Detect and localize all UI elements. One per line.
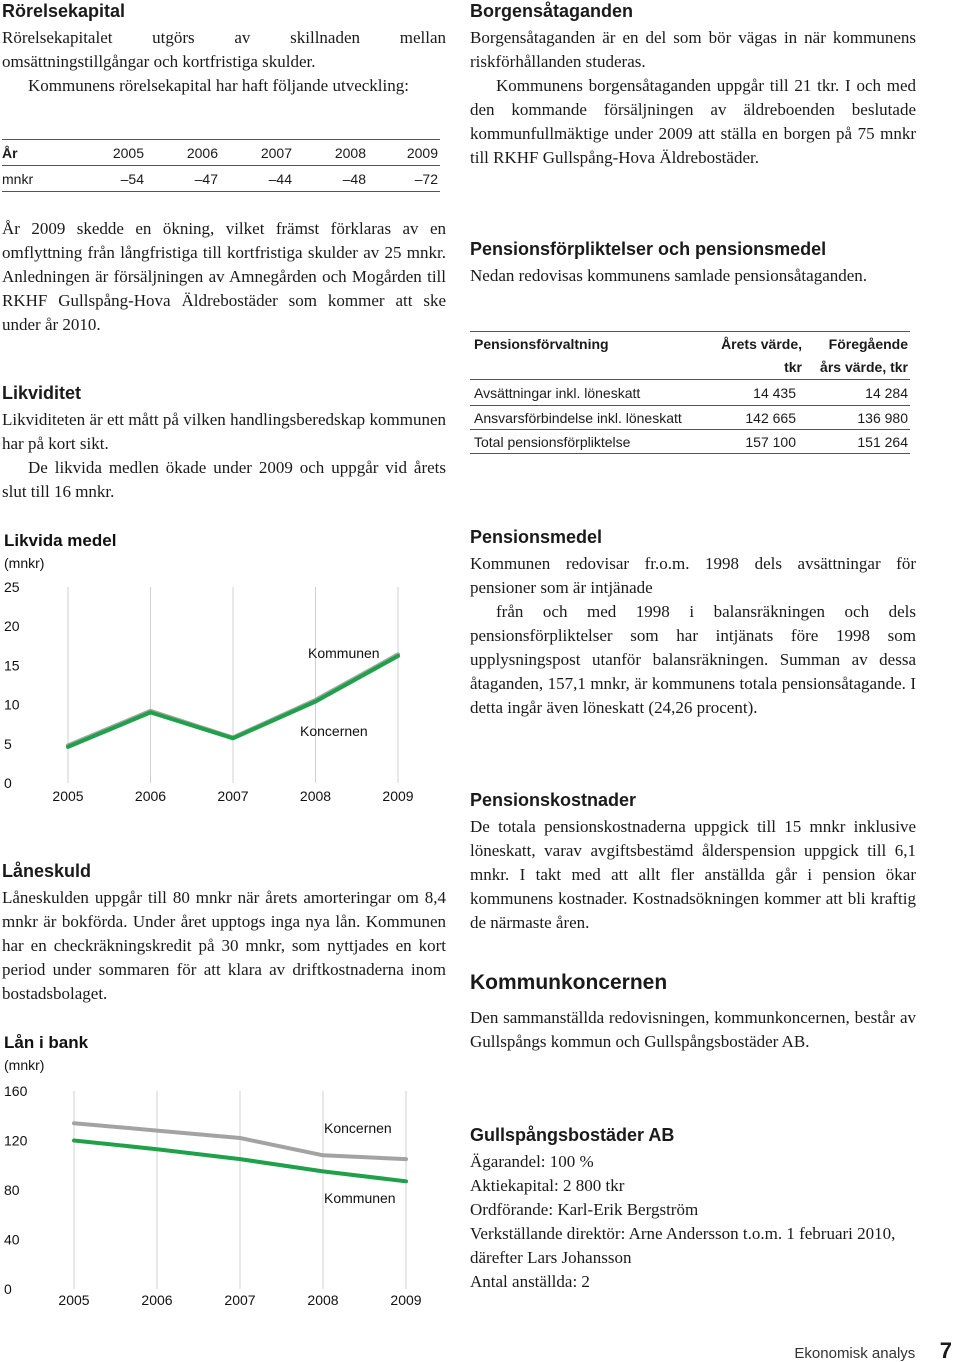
table-header-cell: 2006	[186, 144, 218, 161]
y-tick-label: 80	[4, 1182, 20, 1198]
table-header-cell: Pensionsförvaltning	[474, 335, 609, 352]
laneskuld-p1: Låneskulden uppgår till 80 mnkr när årets amorteringar om 8,4 mnkr är bokförda. Under året upptogs inga nya lån. Kommunen har en checkräkningskredit på 30 mnkr, som nyttjades en kort period under sommaren för att klara av driftkostnaderna inom bostadsbolaget.	[2, 888, 446, 1003]
table-cell: 157 100	[745, 433, 796, 450]
table-cell: 151 264	[857, 433, 908, 450]
table-header-cell: År	[2, 144, 18, 161]
heading-likviditet: Likviditet	[2, 383, 82, 403]
table-cell: –44	[268, 170, 292, 187]
likviditet-p1: Likviditeten är ett mått på vilken handlingsberedskap kommunen har på kort sikt.	[2, 410, 446, 453]
table-header-row	[470, 356, 910, 380]
x-tick-label: 2006	[141, 1292, 173, 1308]
heading-laneskuld: Låneskuld	[2, 861, 92, 881]
heading-rorelsekapital: Rörelsekapital	[2, 1, 126, 21]
gullspangsbostader-list	[470, 1150, 916, 1294]
lan-i-bank-chart	[0, 1022, 446, 1318]
y-tick-label: 160	[4, 1083, 28, 1099]
table-cell: –48	[342, 170, 366, 187]
table-cell: 142 665	[745, 409, 796, 426]
kommunkoncernen-p1: Den sammanställda redovisningen, kommunkoncernen, består av Gullspångs kommun och Gullspångsbostäder AB.	[470, 1008, 916, 1051]
chart-title: Lån i bank	[4, 1033, 89, 1052]
x-tick-label: 2006	[134, 788, 167, 804]
y-tick-label: 0	[4, 1281, 12, 1297]
series-label-kommunen: Kommunen	[308, 645, 380, 661]
y-tick-label: 25	[4, 579, 20, 595]
table-header-row	[470, 332, 910, 356]
table-header-row	[2, 140, 440, 166]
pensionsmedel-text	[470, 552, 916, 720]
heading-borgensataganden: Borgensåtaganden	[470, 1, 634, 21]
likviditet-p2: De likvida medlen ökade under 2009 och uppgår vid årets slut till 16 mnkr.	[2, 458, 446, 501]
table-cell: Avsättningar inkl. löneskatt	[474, 384, 641, 401]
table-header-cell: 2008	[334, 144, 366, 161]
heading-kommunkoncernen: Kommunkoncernen	[470, 971, 668, 994]
borgen-p1: Borgensåtaganden är en del som bör vägas in när kommunens riskförhållanden studeras.	[470, 28, 916, 71]
likviditet-text	[2, 408, 446, 504]
heading-gullspangsbostader: Gullspångsbostäder AB	[470, 1125, 675, 1145]
table-header-cell: 2005	[112, 144, 144, 161]
x-tick-label: 2005	[58, 1292, 90, 1308]
gullspangsbostader-line: Antal anställda: 2	[470, 1272, 590, 1291]
borgen-text	[470, 26, 916, 170]
x-tick-label: 2008	[307, 1292, 339, 1308]
pensionsmedel-p2: från och med 1998 i balansräkningen och dels pensionsförpliktelser som har intjänats före 1998 som upplysningspost utanför balansräkningen. Summan av dessa åtaganden, 157,1 mnkr, är kommunens totala pensionsåtagande. I detta ingår även löneskatt (24,26 procent).	[470, 602, 916, 717]
y-tick-label: 20	[4, 618, 20, 635]
page-number: 7	[939, 1338, 952, 1362]
rorelsekapital-p2: Kommunens rörelsekapital har haft följande utveckling:	[28, 76, 409, 95]
table-header-cell: Föregående	[828, 335, 908, 352]
table-cell: –72	[414, 170, 438, 187]
page-footer	[794, 1338, 952, 1362]
likvida-medel-chart	[0, 520, 446, 810]
x-tick-label: 2007	[217, 788, 249, 804]
table-header-cell: Årets värde,	[721, 335, 802, 352]
x-tick-label: 2009	[382, 788, 414, 804]
series-label-koncernen: Koncernen	[300, 723, 368, 739]
table-cell: Ansvarsförbindelse inkl. löneskatt	[474, 409, 682, 426]
heading-pensionskostnader: Pensionskostnader	[470, 790, 637, 810]
x-tick-label: 2005	[52, 788, 84, 804]
series-label-kommunen: Kommunen	[324, 1190, 396, 1206]
heading-pensionsmedel: Pensionsmedel	[470, 527, 603, 547]
table-row	[470, 406, 910, 430]
x-tick-label: 2009	[390, 1292, 422, 1308]
table-row	[470, 380, 910, 406]
table-header-cell: 2009	[406, 144, 438, 161]
y-axis-unit: (mnkr)	[4, 1057, 45, 1073]
heading-pensionsforpliktelser: Pensionsförpliktelser och pensionsmedel	[470, 239, 827, 259]
gullspangsbostader-line: Ägarandel: 100 %	[470, 1152, 594, 1171]
y-tick-label: 120	[4, 1132, 28, 1149]
gullspangsbostader-line: Aktiekapital: 2 800 tkr	[470, 1176, 625, 1195]
rorelsekapital-table	[2, 139, 440, 192]
rorelsekapital-text	[2, 26, 446, 98]
rorelsekapital-p1: Rörelsekapitalet utgörs av skillnaden mellan omsättningstillgångar och kortfristiga skulder.	[2, 28, 446, 71]
table-cell: –54	[120, 170, 144, 187]
borgen-p2: Kommunens borgensåtaganden uppgår till 21 tkr. I och med den kommande försäljningen av äldreboenden beslutade kommunfullmäktige under 2009 att ställa en borgen på 75 mnkr till RKHF Gullspång-Hova Äldrebostäder.	[470, 76, 916, 167]
x-tick-label: 2007	[224, 1292, 256, 1308]
series-label-koncernen: Koncernen	[324, 1120, 392, 1136]
pension-table	[470, 331, 910, 454]
table-cell: 14 284	[865, 384, 908, 401]
table-cell: –47	[194, 170, 218, 187]
table-cell: mnkr	[2, 170, 34, 187]
table-header-cell: 2007	[260, 144, 292, 161]
pensionsmedel-p1: Kommunen redovisar fr.o.m. 1998 dels avsättningar för pensioner som är intjänade	[470, 554, 916, 597]
table-cell: 14 435	[753, 384, 796, 401]
table-row	[2, 166, 440, 192]
x-tick-label: 2008	[299, 788, 332, 804]
table-cell: 136 980	[857, 409, 908, 426]
pensionsforpliktelser-p1: Nedan redovisas kommunens samlade pensionsåtaganden.	[470, 266, 868, 285]
gullspangsbostader-line: Ordförande: Karl-Erik Bergström	[470, 1200, 699, 1219]
table-header-cell: års värde, tkr	[820, 359, 908, 376]
table-cell: Total pensionsförpliktelse	[474, 433, 631, 450]
y-tick-label: 0	[4, 775, 12, 791]
table-header-cell: tkr	[784, 359, 802, 376]
pensionskostnader-p1: De totala pensionskostnaderna uppgick till 15 mnkr inklusive löneskatt, varav avgiftsbestämd ålderspension uppgick till 6,1 mnkr. I takt med att allt fler anställda går i pension ökar kommunens kostnader. Kostnadsökningen kommer att bli kraftig de närmaste åren.	[470, 817, 916, 932]
y-tick-label: 40	[4, 1231, 20, 1248]
chart-title: Likvida medel	[4, 531, 117, 550]
y-axis-unit: (mnkr)	[4, 555, 45, 571]
rorelsekapital-p3: År 2009 skedde en ökning, vilket främst förklaras av en omflyttning från långfristiga till kortfristiga skulder av 25 mnkr. Anledningen är försäljningen av Amnegården och Mogården till RKHF Gullspång-Hova Äldrebostäder som kommer att ske under år 2010.	[2, 219, 446, 334]
y-tick-label: 5	[4, 735, 12, 752]
table-row	[470, 430, 910, 454]
y-tick-label: 15	[4, 657, 20, 674]
footer-section: Ekonomisk analys	[794, 1345, 916, 1362]
y-tick-label: 10	[4, 696, 20, 713]
gullspangsbostader-line: Verkställande direktör: Arne Andersson t.o.m. 1 februari 2010, därefter Lars Johansson	[470, 1224, 896, 1267]
